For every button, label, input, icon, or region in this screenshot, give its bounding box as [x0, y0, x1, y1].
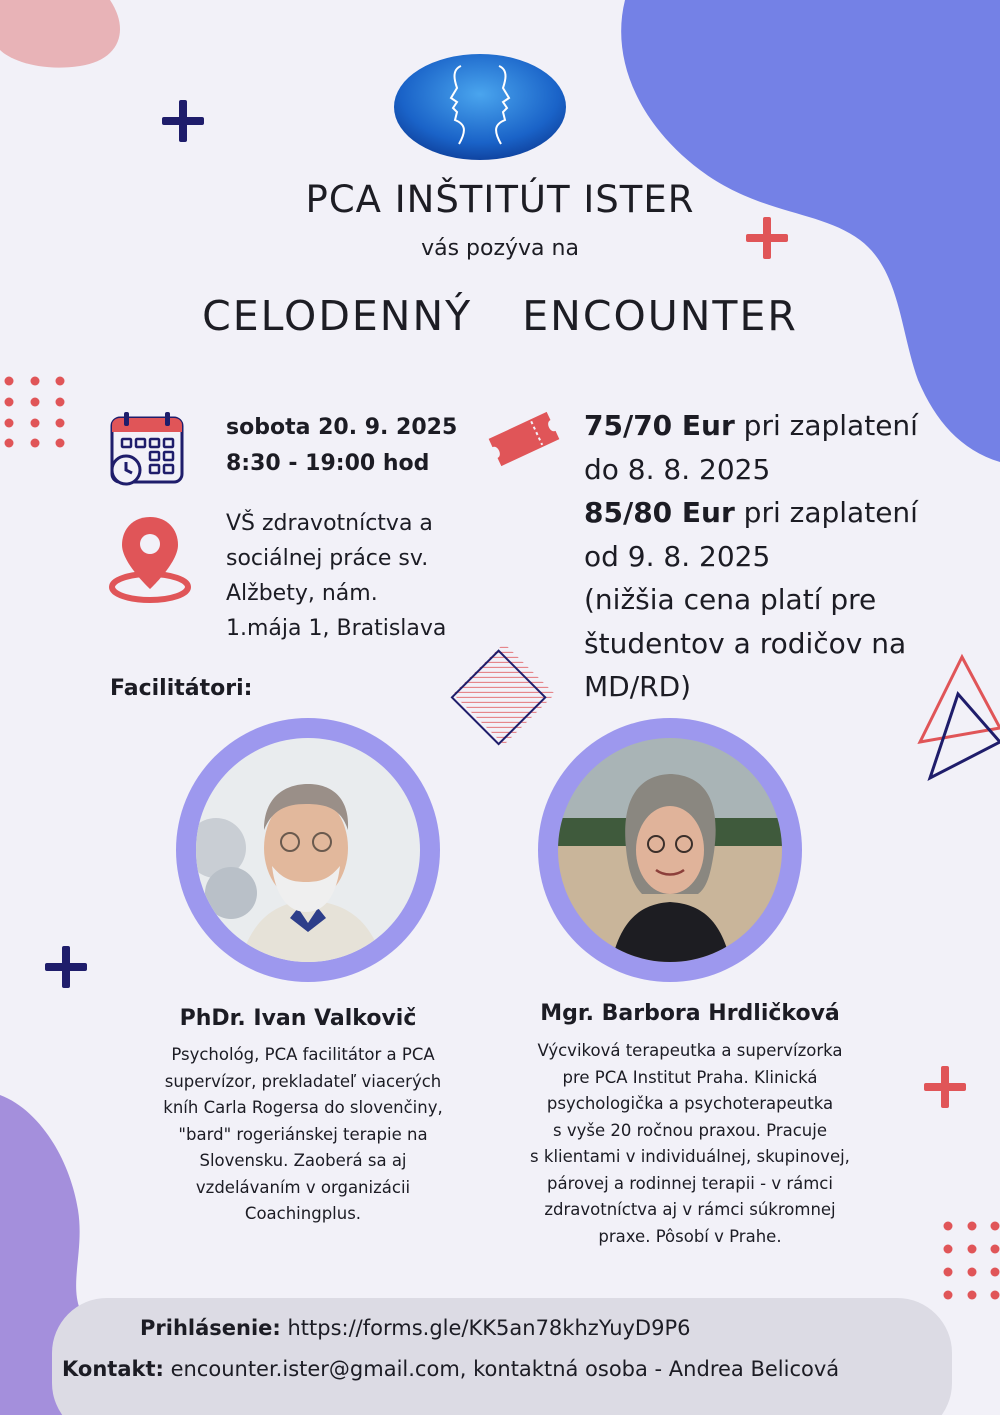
contact-label: Kontakt: — [62, 1357, 164, 1381]
price-early: 75/70 Eur — [584, 409, 735, 442]
price-early-deadline: do 8. 8. 2025 — [584, 452, 771, 486]
price-late: 85/80 Eur — [584, 496, 735, 529]
location-pin-icon — [108, 513, 192, 605]
bio-line: vzdelávaním v organizácii — [195, 1177, 411, 1197]
blue-blob-shape — [621, 0, 1000, 462]
venue-line-1: VŠ zdravotníctva a — [226, 511, 433, 536]
ticket-icon — [484, 404, 564, 474]
registration-link[interactable]: https://forms.gle/KK5an78khzYuyD9P6 — [280, 1316, 691, 1340]
institute-title: PCA INŠTITÚT ISTER — [305, 178, 695, 221]
avatar-ivan-valkovic — [176, 718, 440, 982]
facilitators-heading: Facilitátori: — [110, 676, 253, 701]
price-note-line-1: (nižšia cena platí pre — [584, 583, 877, 616]
portrait-photo-1 — [176, 718, 440, 982]
price-early-condition: pri zaplatení — [734, 409, 918, 442]
registration-line — [140, 1316, 691, 1340]
pink-blob-shape — [0, 0, 120, 68]
dot-grid-left — [5, 377, 65, 448]
bio-line: párovej a rodinnej terapii - v rámci — [547, 1173, 833, 1193]
portrait-photo-2 — [538, 718, 802, 982]
venue-line-4: 1.mája 1, Bratislava — [226, 616, 447, 641]
contact-line — [62, 1357, 839, 1381]
plus-decoration-red-bottom — [924, 1066, 966, 1108]
bio-line: Výcviková terapeutka a supervízorka — [537, 1041, 843, 1060]
contact-info[interactable]: encounter.ister@gmail.com, kontaktná osoba - Andrea Belicová — [163, 1357, 840, 1381]
bio-line: Psychológ, PCA facilitátor a PCA — [171, 1045, 435, 1064]
bio-line: s klientami v individuálnej, skupinovej, — [530, 1147, 850, 1166]
bio-line: Coachingplus. — [244, 1204, 362, 1223]
facilitator-2-bio — [490, 1038, 890, 1250]
facilitator-1-bio — [118, 1042, 488, 1228]
price-line-1 — [584, 404, 984, 448]
bio-line: psychologička a psychoterapeutka — [546, 1094, 834, 1113]
event-title: CELODENNÝ ENCOUNTER — [202, 292, 798, 340]
pricing-block — [584, 404, 984, 709]
price-line-2 — [584, 491, 984, 535]
bio-line: praxe. Pôsobí v Prahe. — [598, 1226, 782, 1246]
venue-line-3: Alžbety, nám. — [226, 581, 378, 606]
venue-line-2: sociálnej práce sv. — [226, 546, 429, 571]
dot-grid-right — [944, 1222, 1000, 1300]
event-date-block — [226, 410, 457, 482]
avatar-barbora-hrdlickova — [538, 718, 802, 982]
facilitator-1-name: PhDr. Ivan Valkovič — [179, 1006, 417, 1031]
bio-line: pre PCA Institut Praha. Klinická — [562, 1067, 818, 1087]
price-note-line-2: študentov a rodičov na — [584, 626, 907, 660]
bio-line: "bard" rogeriánskej terapie na — [178, 1124, 428, 1144]
ister-logo — [393, 52, 567, 162]
bio-line: zdravotníctva aj v rámci súkromnej — [544, 1200, 836, 1219]
registration-label: Prihlásenie: — [140, 1316, 281, 1340]
event-date: sobota 20. 9. 2025 — [226, 415, 458, 440]
invitation-subtitle: vás pozýva na — [421, 236, 579, 261]
bio-line: supervízor, prekladateľ viacerých — [164, 1071, 442, 1091]
event-time: 8:30 - 19:00 hod — [226, 451, 430, 476]
bio-line: Slovensku. Zaoberá sa aj — [199, 1151, 407, 1170]
hatched-diamond-decoration — [452, 643, 555, 745]
calendar-icon — [108, 410, 186, 486]
plus-decoration-navy-bottom — [45, 946, 87, 988]
bio-line: s vyše 20 ročnou praxou. Pracuje — [553, 1120, 827, 1140]
price-note-line-3: MD/RD) — [584, 670, 692, 703]
plus-decoration-navy — [162, 100, 204, 142]
price-late-condition: pri zaplatení — [734, 496, 918, 529]
facilitator-2-name: Mgr. Barbora Hrdličková — [540, 1001, 840, 1026]
bio-line: kníh Carla Rogersa do slovenčiny, — [163, 1098, 443, 1117]
price-late-deadline: od 9. 8. 2025 — [584, 539, 771, 573]
venue-address — [226, 506, 486, 646]
